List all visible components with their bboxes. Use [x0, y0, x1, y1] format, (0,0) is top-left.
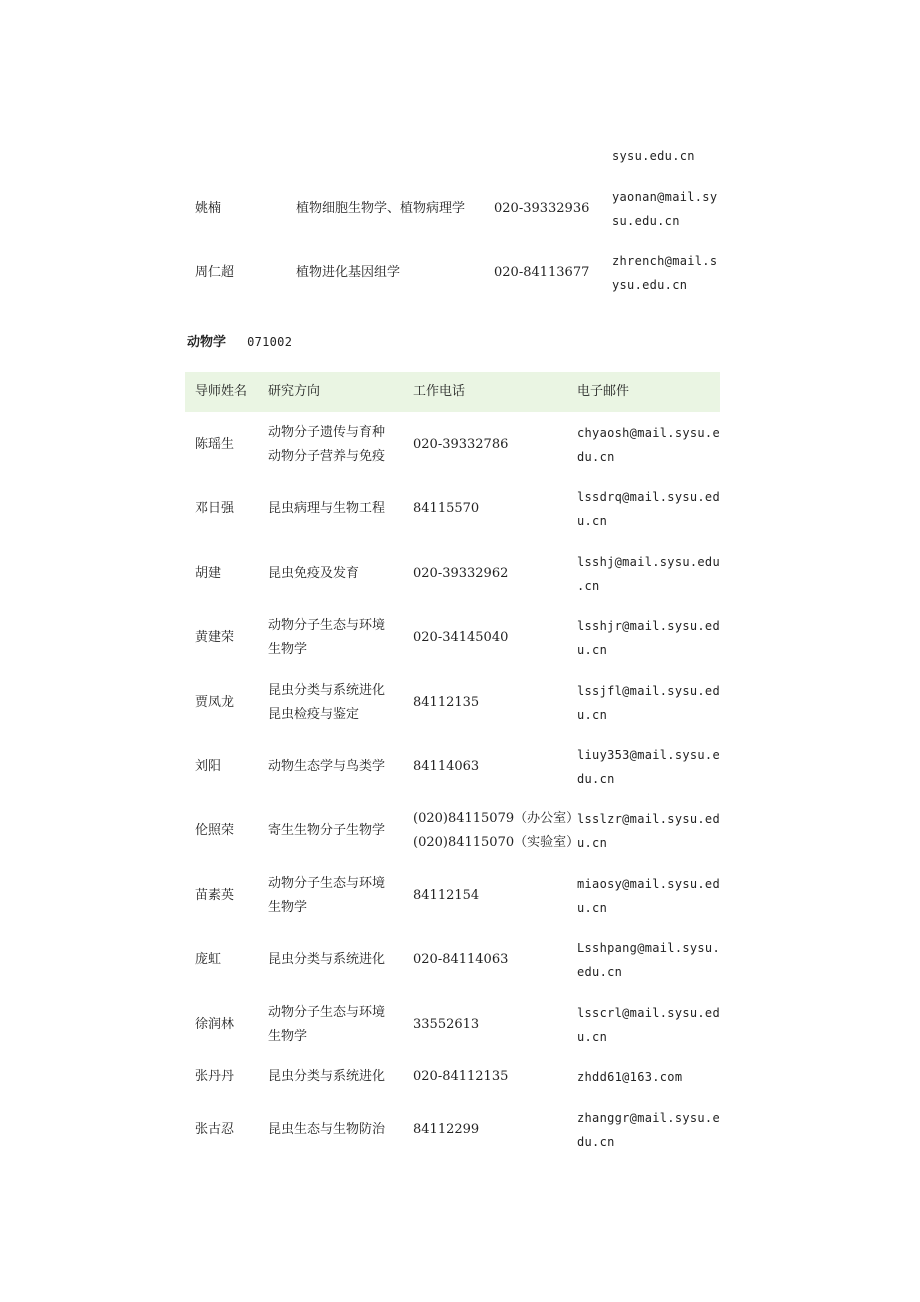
research-direction-line: 昆虫生态与生物防治	[268, 1122, 386, 1137]
email-cell	[612, 249, 717, 297]
email-line: sysu.edu.cn	[612, 149, 695, 163]
email-address-line: lsslzr@mail.sysu.ed	[577, 812, 720, 826]
research-direction	[268, 421, 385, 469]
phone-number	[413, 562, 508, 586]
email-address-line: u.cn	[577, 514, 608, 528]
email-address	[577, 550, 720, 598]
phone-number: 020-84113677	[494, 265, 590, 280]
research-direction-line: 寄生生物分子生物学	[268, 823, 386, 838]
research-direction-line: 动物分子营养与免疫	[268, 449, 386, 464]
research-direction-line: 昆虫分类与系统进化	[268, 952, 386, 967]
email-cell	[612, 185, 717, 233]
email-address	[577, 807, 720, 855]
phone-number	[413, 1013, 479, 1037]
phone-number-line: 84112154	[413, 888, 480, 903]
email-address-line: liuy353@mail.sysu.e	[577, 748, 720, 762]
research-direction-line: 动物分子生态与环境	[268, 876, 386, 891]
phone-number: 020-39332936	[494, 201, 590, 216]
email-address-line: u.cn	[577, 708, 608, 722]
email-address-line: u.cn	[577, 1030, 608, 1044]
research-direction-line: 昆虫分类与系统进化	[268, 1069, 386, 1084]
research-direction-line: 生物学	[268, 642, 308, 657]
email-address-line: du.cn	[577, 772, 615, 786]
email-line: zhrench@mail.s	[612, 254, 718, 268]
advisor-name: 徐润林	[195, 1017, 235, 1032]
research-direction	[268, 872, 385, 920]
advisor-name: 刘阳	[195, 759, 222, 774]
section-heading	[187, 331, 292, 350]
email-address-line: lsshjr@mail.sysu.ed	[577, 619, 720, 633]
email-address-line: zhanggr@mail.sysu.e	[577, 1111, 720, 1125]
email-address-line: edu.cn	[577, 965, 623, 979]
email-address-line: .cn	[577, 579, 600, 593]
phone-number	[413, 755, 479, 779]
research-direction	[268, 1118, 385, 1142]
header-email: 电子邮件	[577, 384, 630, 399]
email-address-line: Lsshpang@mail.sysu.	[577, 941, 720, 955]
phone-number	[413, 691, 479, 715]
phone-number-line: 020-84112135	[413, 1069, 509, 1084]
research-direction	[268, 614, 385, 662]
research-direction-line: 动物生态学与鸟类学	[268, 759, 386, 774]
header-phone: 工作电话	[413, 384, 466, 399]
email-address-line: lssdrq@mail.sysu.ed	[577, 490, 720, 504]
email-address-line: lssjfl@mail.sysu.ed	[577, 684, 720, 698]
phone-number	[413, 1118, 479, 1142]
advisor-name: 贾凤龙	[195, 695, 235, 710]
section-code: 071002	[247, 335, 293, 349]
phone-number-line: 020-39332962	[413, 566, 509, 581]
email-address	[577, 421, 720, 469]
phone-number-line: 84112135	[413, 695, 480, 710]
research-direction	[268, 679, 385, 727]
research-direction-line: 动物分子生态与环境	[268, 1005, 386, 1020]
advisor-name: 周仁超	[195, 265, 235, 280]
section-title: 动物学	[187, 335, 227, 350]
email-address-line: u.cn	[577, 643, 608, 657]
phone-number-line: 33552613	[413, 1017, 480, 1032]
phone-number	[413, 626, 508, 650]
phone-number	[413, 884, 479, 908]
email-line: su.edu.cn	[612, 214, 680, 228]
research-direction	[268, 1065, 385, 1089]
phone-number	[413, 948, 508, 972]
email-address	[577, 936, 720, 984]
phone-number-line: 84115570	[413, 501, 480, 516]
research-direction-line: 昆虫分类与系统进化	[268, 683, 386, 698]
phone-number	[413, 497, 479, 521]
research-direction-line: 动物分子生态与环境	[268, 618, 386, 633]
email-address	[577, 485, 720, 533]
research-direction-line: 生物学	[268, 900, 308, 915]
research-direction: 植物细胞生物学、植物病理学	[296, 201, 466, 216]
advisor-name: 邓日强	[195, 501, 235, 516]
header-research-direction: 研究方向	[268, 384, 321, 399]
research-direction: 植物进化基因组学	[296, 265, 401, 280]
email-address	[577, 743, 720, 791]
email-address-line: u.cn	[577, 901, 608, 915]
advisor-name: 黄建荣	[195, 630, 235, 645]
phone-number-line: 84114063	[413, 759, 480, 774]
advisor-name: 伦照荣	[195, 823, 235, 838]
research-direction	[268, 948, 385, 972]
email-cell	[612, 144, 695, 168]
email-line: yaonan@mail.sy	[612, 190, 718, 204]
advisor-name: 陈瑶生	[195, 437, 235, 452]
research-direction	[268, 562, 359, 586]
advisor-name: 张古忍	[195, 1122, 235, 1137]
email-address-line: lsshj@mail.sysu.edu	[577, 555, 720, 569]
email-address	[577, 1001, 720, 1049]
research-direction	[268, 755, 385, 779]
email-line: ysu.edu.cn	[612, 278, 688, 292]
phone-number-line: 020-34145040	[413, 630, 509, 645]
table-header	[185, 372, 720, 412]
research-direction-line: 动物分子遗传与育种	[268, 425, 386, 440]
advisor-name: 庞虹	[195, 952, 222, 967]
email-address	[577, 679, 720, 727]
email-address-line: zhdd61@163.com	[577, 1070, 683, 1084]
phone-number	[413, 433, 508, 457]
email-address-line: miaosy@mail.sysu.ed	[577, 877, 720, 891]
email-address	[577, 872, 720, 920]
email-address-line: du.cn	[577, 1135, 615, 1149]
research-direction	[268, 1001, 385, 1049]
phone-number-line: (020)84115079（办公室）	[413, 811, 580, 826]
phone-number-line: 020-84114063	[413, 952, 509, 967]
research-direction-line: 昆虫病理与生物工程	[268, 501, 386, 516]
phone-number-line: 84112299	[413, 1122, 480, 1137]
email-address	[577, 1065, 682, 1089]
research-direction-line: 昆虫检疫与鉴定	[268, 707, 360, 722]
research-direction	[268, 497, 385, 521]
phone-number	[413, 1065, 508, 1089]
advisor-name: 苗素英	[195, 888, 235, 903]
research-direction-line: 生物学	[268, 1029, 308, 1044]
email-address	[577, 1106, 720, 1154]
research-direction-line: 昆虫免疫及发育	[268, 566, 360, 581]
header-advisor-name: 导师姓名	[195, 384, 248, 399]
phone-number-line: 020-39332786	[413, 437, 509, 452]
advisor-name: 张丹丹	[195, 1069, 235, 1084]
research-direction	[268, 819, 385, 843]
advisor-name: 胡建	[195, 566, 222, 581]
phone-number	[413, 807, 579, 855]
email-address-line: chyaosh@mail.sysu.e	[577, 426, 720, 440]
email-address-line: u.cn	[577, 836, 608, 850]
email-address-line: du.cn	[577, 450, 615, 464]
email-address-line: lsscrl@mail.sysu.ed	[577, 1006, 720, 1020]
advisor-name: 姚楠	[195, 201, 222, 216]
email-address	[577, 614, 720, 662]
phone-number-line: (020)84115070（实验室）	[413, 835, 580, 850]
